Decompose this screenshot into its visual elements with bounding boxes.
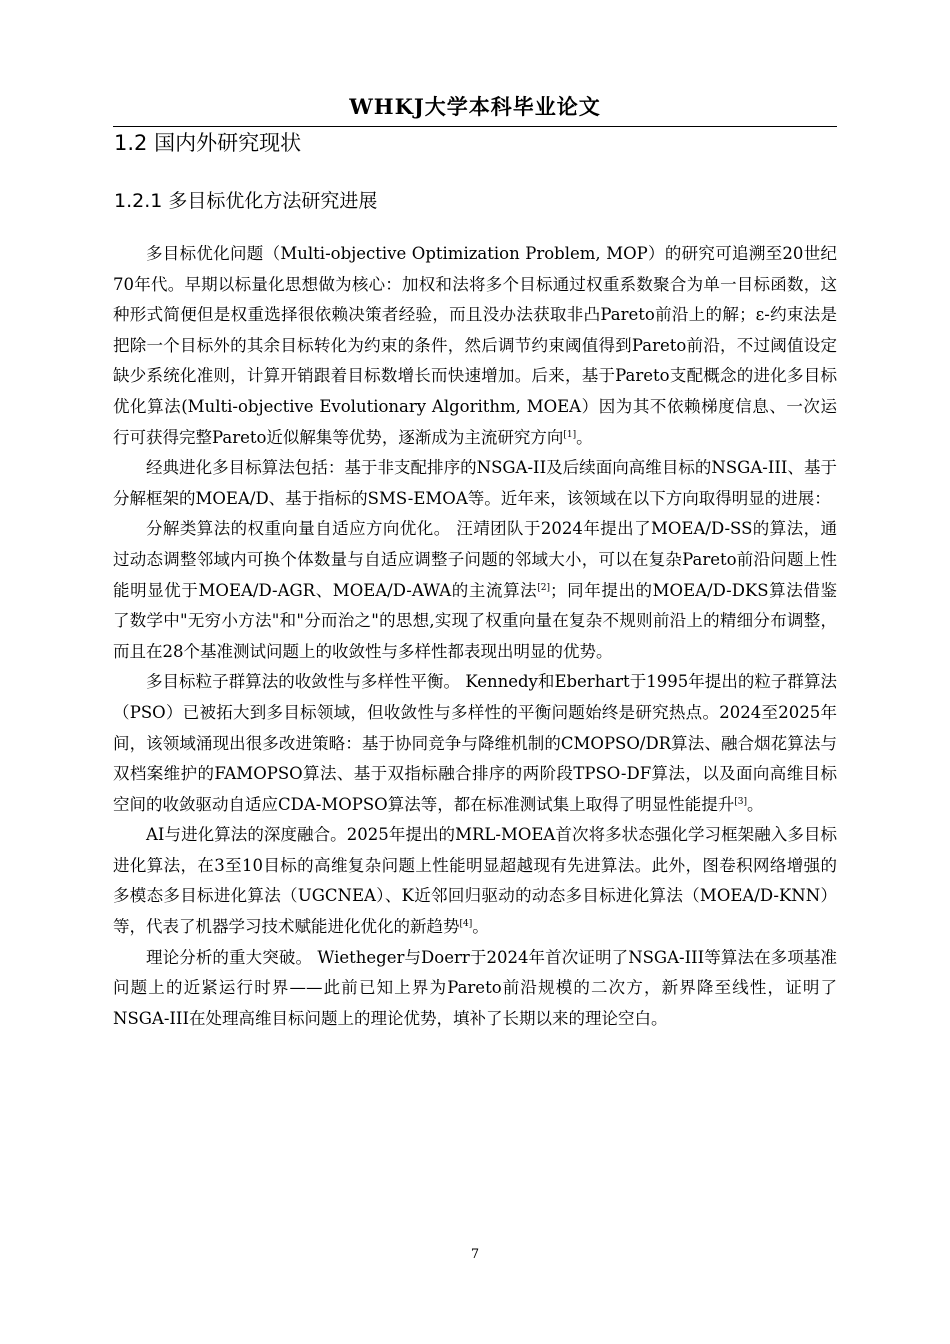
paragraph: 多目标粒子群算法的收敛性与多样性平衡。 Kennedy和Eberhart于1995年提出的粒子群算法（PSO）已被拓大到多目标领域，但收敛性与多样性的平衡问题始终是研究热点。2024至2025年间，该领域涌现出很多改进策略：基于协同竞争与降维机制的CMOPSO/DR算法、融合烟花算法与双档案维护的FAMOPSO算法、基于双指标融合排序的两阶段TPSO-DF算法，以及面向高维目标空间的收敛驱动自适应CDA-MOPSO算法等，都在标准测试集上取得了明显性能提升[3]。 [113,672,837,814]
paragraph: 经典进化多目标算法包括：基于非支配排序的NSGA-II及后续面向高维目标的NSGA-III、基于分解框架的MOEA/D、基于指标的SMS-EMOA等。近年来，该领域在以下方向取得明显的进展： [113,458,837,508]
section-heading: 1.2 国内外研究现状 [114,131,302,155]
citation: [1] [563,429,577,440]
running-header: WHKJ大学本科毕业论文 [349,94,601,119]
paragraph: 多目标优化问题（Multi-objective Optimization Problem, MOP）的研究可追溯至20世纪70年代。早期以标量化思想做为核心：加权和法将多个目标通过权重系数聚合为单一目标函数，这种形式简便但是权重选择很依赖决策者经验，而且没办法获取非凸Pareto前沿上的解；ε-约束法是把除一个目标外的其余目标转化为约束的条件，然后调节约束阈值得到Pareto前沿，不过阈值设定缺少系统化准则，计算开销跟着目标数增长而快速增加。后来，基于Pareto支配概念的进化多目标优化算法(Multi-objective Evolutionary Algorithm, MOEA）因为其不依赖梯度信息、一次运行可获得完整Pareto近似解集等优势，逐渐成为主流研究方向[1]。 [113,244,837,447]
page-number: 7 [470,1247,480,1262]
subsection-heading: 1.2.1 多目标优化方法研究进展 [114,190,378,212]
citation: [3] [734,796,747,807]
paragraph: AI与进化算法的深度融合。2025年提出的MRL-MOEA首次将多状态强化学习框架融入多目标进化算法，在3至10目标的高维复杂问题上性能明显超越现有先进算法。此外，图卷积网络增强的多模态多目标进化算法（UGCNEA）、K近邻回归驱动的动态多目标进化算法（MOEA/D-KNN）等，代表了机器学习技术赋能进化优化的新趋势[4]。 [113,825,837,937]
body-text [113,239,837,1034]
paragraph: 分解类算法的权重向量自适应方向优化。 汪靖团队于2024年提出了MOEA/D-SS的算法，通过动态调整邻域内可换个体数量与自适应调整子问题的邻域大小，可以在复杂Pareto前沿问题上性能明显优于MOEA/D-AGR、MOEA/D-AWA的主流算法[2]；同年提出的MOEA/D-DKS算法借鉴了数学中"无穷小方法"和"分而治之"的思想,实现了权重向量在复杂不规则前沿上的精细分布调整，而且在28个基准测试问题上的收敛性与多样性都表现出明显的优势。 [113,519,837,661]
citation: [2] [537,582,551,593]
paragraph: 理论分析的重大突破。 Wietheger与Doerr于2024年首次证明了NSGA-III等算法在多项基准问题上的近紧运行时界——此前已知上界为Pareto前沿规模的二次方，新界降至线性，证明了NSGA-III在处理高维目标问题上的理论优势，填补了长期以来的理论空白。 [113,947,837,1028]
citation: [4] [459,919,473,930]
